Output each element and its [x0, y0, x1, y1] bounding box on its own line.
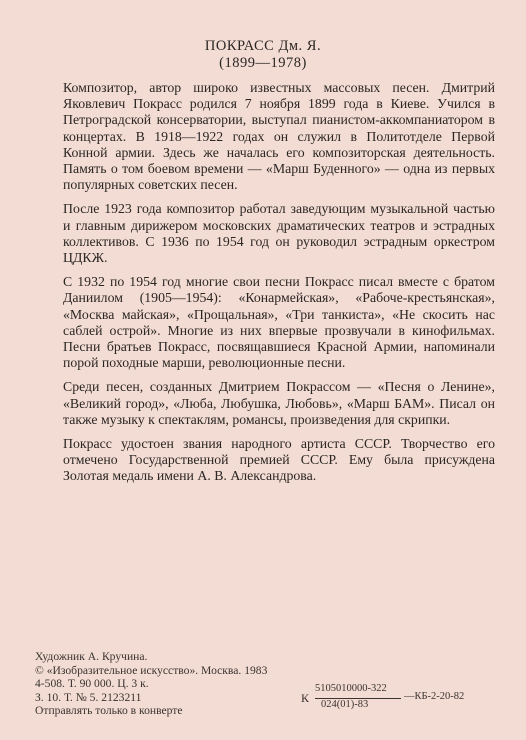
artist-credit: Художник А. Кручина. — [35, 650, 148, 663]
code-denominator: 024(01)-83 — [321, 699, 369, 710]
code-numerator: 5105010000-322 — [315, 683, 387, 694]
paragraph: Композитор, автор широко известных массовых песен. Дмитрий Яковлевич Покрасс родился 7 ноября 1899 года в Киеве. Учился в Петроградской консерватории, выступал пианистом-аккомпаниатором в концертах. В 1918—1922 годах он служил в Политотделе Первой Конной армии. Здесь же началась его композиторская деятельность. Память о том боевом времени — «Марш Буденного» — одна из первых популярных советских песен. — [63, 80, 495, 193]
paragraph: Покрасс удостоен звания народного артиста СССР. Творчество его отмечено Государственной премией СССР. Ему была присуждена Золотая медаль имени А. В. Александрова. — [63, 436, 495, 484]
paragraph: Среди песен, созданных Дмитрием Покрассом — «Песня о Ленине», «Великий город», «Люба, Любушка, Любовь», «Марш БАМ». Писал он также музыку к спектаклям, романсы, произведения для скрипки. — [63, 379, 495, 427]
composer-years: (1899—1978) — [219, 55, 307, 71]
print-run-line: 4-508. Т. 90 000. Ц. 3 к. — [35, 677, 149, 690]
code-prefix: К — [301, 691, 310, 705]
order-line: З. 10. Т. № 5. 2123211 — [35, 690, 142, 704]
paragraph: После 1923 года композитор работал заведующим музыкальной частью и главным дирижером московских драматических театров и эстрадных коллективов. С 1936 по 1954 год он руководил эстрадным оркестром ЦДКЖ. — [63, 201, 495, 266]
header — [0, 38, 526, 72]
imprint — [35, 650, 267, 718]
code-suffix: —КБ-2-20-82 — [404, 691, 465, 702]
catalog-code — [301, 682, 511, 712]
mailing-note: Отправлять только в конверте — [35, 704, 183, 717]
biography-text — [63, 80, 495, 493]
paragraph: С 1932 по 1954 год многие свои песни Покрасс писал вместе с братом Даниилом (1905—1954): «Конармейская», «Рабоче-крестьянская», «Москва майская», «Прощальная», «Три танкиста», «Не скосить нас саблей острой». Многие из них впервые прозвучали в кинофильмах. Песни братьев Покрасс, посвящавшиеся Красной Армии, напоминали порой походные марши, революционные песни. — [63, 274, 495, 371]
composer-name: ПОКРАСС Дм. Я. — [204, 38, 322, 54]
publisher-line: © «Изобразительное искусство». Москва. 1983 — [35, 663, 268, 677]
